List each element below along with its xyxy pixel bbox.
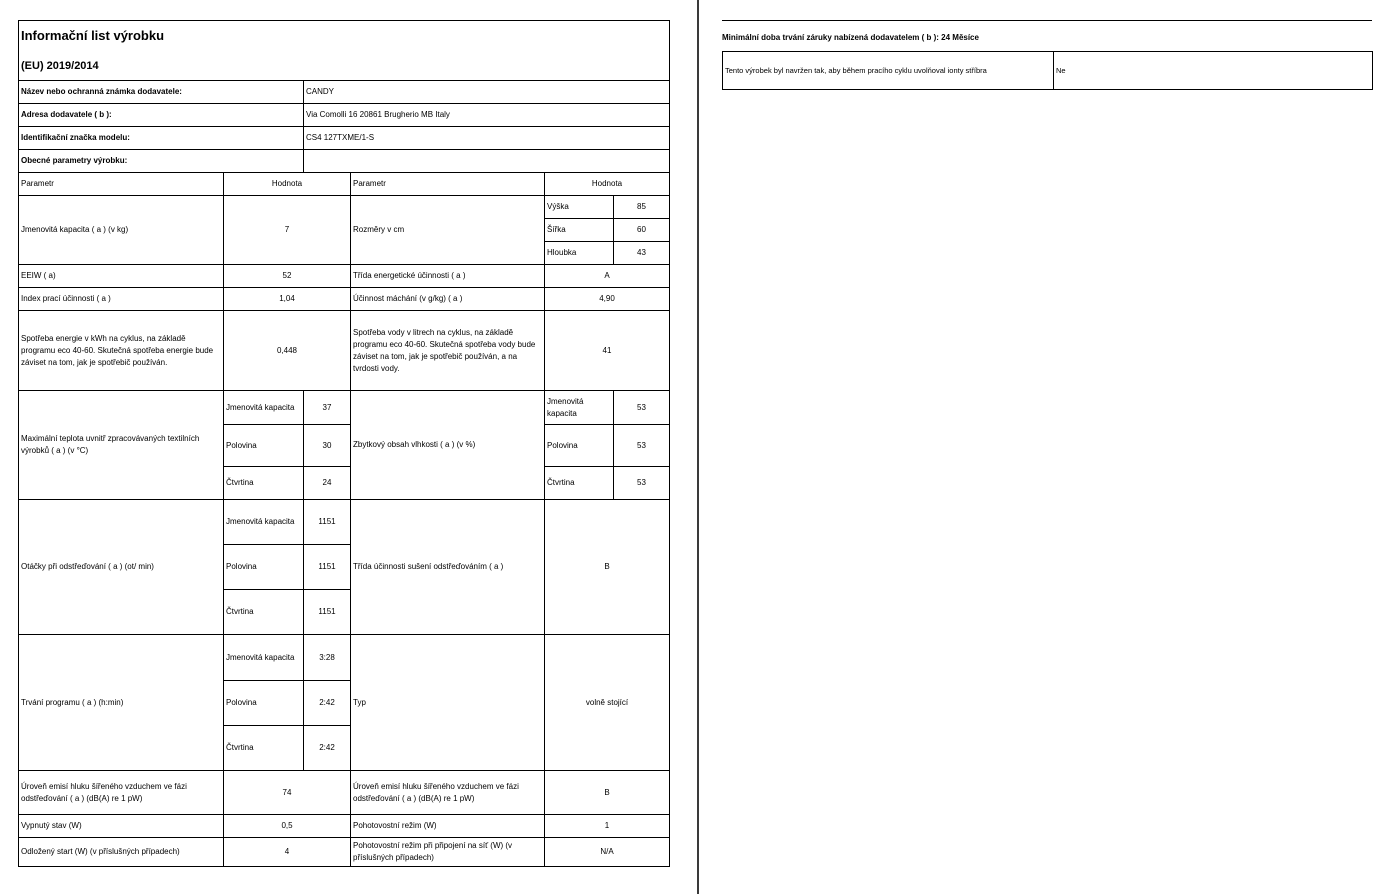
supplier-address-value: Via Comolli 16 20861 Brugherio MB Italy xyxy=(304,104,670,127)
moisture-half-value: 53 xyxy=(614,425,670,467)
regulation-number: (EU) 2019/2014 xyxy=(19,52,670,81)
energy-consumption-value: 0,448 xyxy=(224,311,351,391)
header-param-left: Parametr xyxy=(19,173,224,196)
program-duration-label: Trvání programu ( a ) (h:min) xyxy=(19,635,224,771)
spin-class-value: B xyxy=(545,500,670,635)
wash-index-value: 1,04 xyxy=(224,288,351,311)
spin-speed-half-label: Polovina xyxy=(224,545,304,590)
right-page xyxy=(722,20,1372,90)
capacity-label: Jmenovitá kapacita ( a ) (v kg) xyxy=(19,196,224,265)
program-duration-half-label: Polovina xyxy=(224,681,304,726)
dimension-depth-value: 43 xyxy=(614,242,670,265)
max-temp-full-label: Jmenovitá kapacita xyxy=(224,391,304,425)
max-temp-quarter-value: 24 xyxy=(304,467,351,500)
dimension-depth-label: Hloubka xyxy=(545,242,614,265)
network-standby-value: N/A xyxy=(545,838,670,867)
noise-class-value: B xyxy=(545,771,670,815)
spin-speed-label: Otáčky při odstřeďování ( a ) (ot/ min) xyxy=(19,500,224,635)
header-value-left: Hodnota xyxy=(224,173,351,196)
type-label: Typ xyxy=(351,635,545,771)
water-consumption-value: 41 xyxy=(545,311,670,391)
moisture-label: Zbytkový obsah vlhkosti ( a ) (v %) xyxy=(351,391,545,500)
spin-class-label: Třída účinnosti sušení odstřeďováním ( a ) xyxy=(351,500,545,635)
delay-start-label: Odložený start (W) (v příslušných případech) xyxy=(19,838,224,867)
silver-ions-label: Tento výrobek byl navržen tak, aby během pracího cyklu uvolňoval ionty stříbra xyxy=(723,52,1054,90)
moisture-full-label: Jmenovitá kapacita xyxy=(545,391,614,425)
sheet-title: Informační list výrobku xyxy=(19,21,670,52)
off-mode-value: 0,5 xyxy=(224,815,351,838)
capacity-value: 7 xyxy=(224,196,351,265)
dimensions-label: Rozměry v cm xyxy=(351,196,545,265)
dimension-width-label: Šířka xyxy=(545,219,614,242)
eeiw-value: 52 xyxy=(224,265,351,288)
rinse-label: Účinnost máchání (v g/kg) ( a ) xyxy=(351,288,545,311)
energy-class-label: Třída energetické účinnosti ( a ) xyxy=(351,265,545,288)
silver-ions-value: Ne xyxy=(1054,52,1373,90)
program-duration-quarter-value: 2:42 xyxy=(304,726,351,771)
spin-speed-quarter-value: 1151 xyxy=(304,590,351,635)
spin-speed-half-value: 1151 xyxy=(304,545,351,590)
energy-consumption-label: Spotřeba energie v kWh na cyklus, na základě programu eco 40-60. Skutečná spotřeba energie bude záviset na tom, jak je spotřebič používán. xyxy=(19,311,224,391)
eeiw-label: EEIW ( a) xyxy=(19,265,224,288)
noise-label: Úroveň emisí hluku šířeného vzduchem ve fázi odstřeďování ( a ) (dB(A) re 1 pW) xyxy=(19,771,224,815)
moisture-quarter-label: Čtvrtina xyxy=(545,467,614,500)
program-duration-quarter-label: Čtvrtina xyxy=(224,726,304,771)
supplier-name-value: CANDY xyxy=(304,81,670,104)
page-divider xyxy=(697,0,699,894)
model-id-label: Identifikační značka modelu: xyxy=(19,127,304,150)
program-duration-half-value: 2:42 xyxy=(304,681,351,726)
program-duration-full-value: 3:28 xyxy=(304,635,351,681)
spin-speed-full-label: Jmenovitá kapacita xyxy=(224,500,304,545)
supplier-address-label: Adresa dodavatele ( b ): xyxy=(19,104,304,127)
max-temp-half-value: 30 xyxy=(304,425,351,467)
moisture-quarter-value: 53 xyxy=(614,467,670,500)
noise-value: 74 xyxy=(224,771,351,815)
spin-speed-full-value: 1151 xyxy=(304,500,351,545)
standby-value: 1 xyxy=(545,815,670,838)
moisture-half-label: Polovina xyxy=(545,425,614,467)
model-id-value: CS4 127TXME/1-S xyxy=(304,127,670,150)
moisture-full-value: 53 xyxy=(614,391,670,425)
max-temp-half-label: Polovina xyxy=(224,425,304,467)
dimension-width-value: 60 xyxy=(614,219,670,242)
header-value-right: Hodnota xyxy=(545,173,670,196)
wash-index-label: Index prací účinnosti ( a ) xyxy=(19,288,224,311)
noise-class-label: Úroveň emisí hluku šířeného vzduchem ve fázi odstřeďování ( a ) (dB(A) re 1 pW) xyxy=(351,771,545,815)
right-top-rule xyxy=(722,20,1372,21)
off-mode-label: Vypnutý stav (W) xyxy=(19,815,224,838)
max-temp-label: Maximální teplota uvnitř zpracovávaných textilních výrobků ( a ) (v °C) xyxy=(19,391,224,500)
product-info-sheet xyxy=(18,20,670,867)
general-params-label: Obecné parametry výrobku: xyxy=(19,150,304,173)
network-standby-label: Pohotovostní režim při připojení na síť (W) (v příslušných případech) xyxy=(351,838,545,867)
general-params-value xyxy=(304,150,670,173)
spin-speed-quarter-label: Čtvrtina xyxy=(224,590,304,635)
max-temp-full-value: 37 xyxy=(304,391,351,425)
water-consumption-label: Spotřeba vody v litrech na cyklus, na základě programu eco 40-60. Skutečná spotřeba vody bude záviset na tom, jak je spotřebič používán, a na tvrdosti vody. xyxy=(351,311,545,391)
supplier-name-label: Název nebo ochranná známka dodavatele: xyxy=(19,81,304,104)
max-temp-quarter-label: Čtvrtina xyxy=(224,467,304,500)
program-duration-full-label: Jmenovitá kapacita xyxy=(224,635,304,681)
type-value: volně stojící xyxy=(545,635,670,771)
delay-start-value: 4 xyxy=(224,838,351,867)
rinse-value: 4,90 xyxy=(545,288,670,311)
standby-label: Pohotovostní režim (W) xyxy=(351,815,545,838)
energy-class-value: A xyxy=(545,265,670,288)
dimension-height-value: 85 xyxy=(614,196,670,219)
silver-ions-table xyxy=(722,51,1373,90)
header-param-right: Parametr xyxy=(351,173,545,196)
warranty-text: Minimální doba trvání záruky nabízená dodavatelem ( b ): 24 Měsíce xyxy=(722,33,979,42)
dimension-height-label: Výška xyxy=(545,196,614,219)
